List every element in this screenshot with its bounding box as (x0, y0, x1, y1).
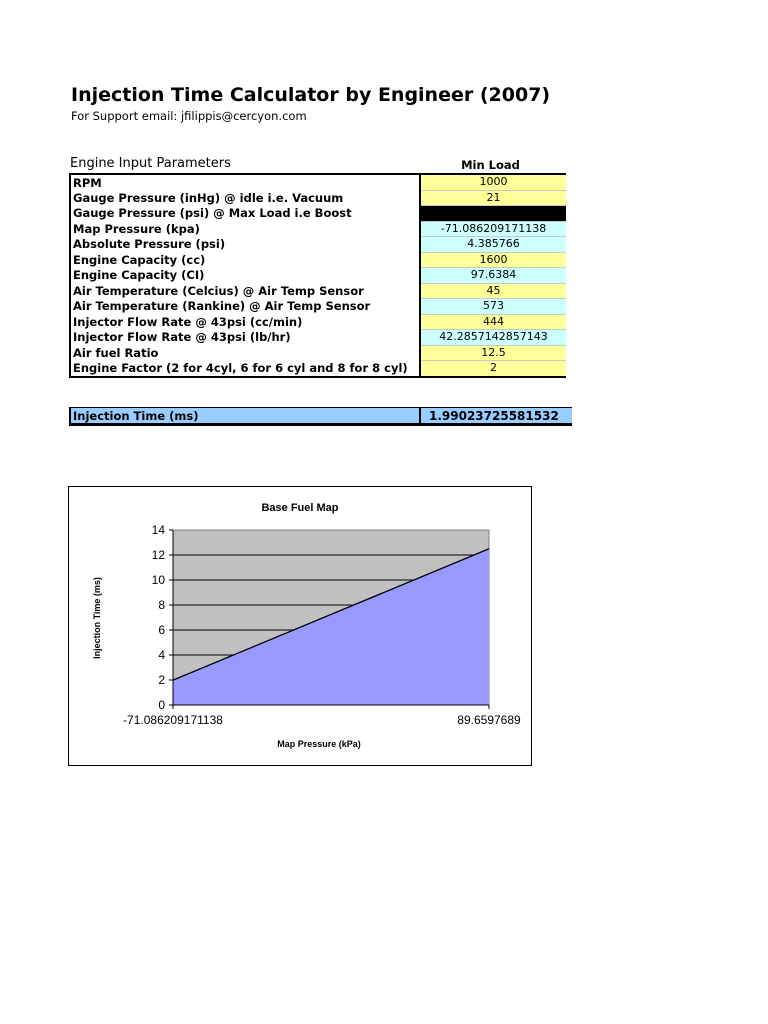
support-email: For Support email: jfilippis@cercyon.com (71, 109, 307, 123)
table-row (70, 299, 566, 315)
page-title: Injection Time Calculator by Engineer (2007) (71, 84, 551, 106)
result-value[interactable]: 1.99023725581532 (420, 408, 572, 425)
table-row (70, 361, 566, 377)
column-header: Min Load (461, 158, 520, 172)
y-tick-label: 6 (158, 623, 165, 637)
parameter-label: RPM (70, 174, 420, 190)
result-label: Injection Time (ms) (70, 408, 420, 425)
x-axis-title: Map Pressure (kPa) (277, 739, 361, 749)
parameter-label: Engine Factor (2 for 4cyl, 6 for 6 cyl and 8 for 8 cyl) (70, 361, 420, 377)
parameter-label: Air fuel Ratio (70, 345, 420, 361)
section-title: Engine Input Parameters (70, 156, 231, 171)
parameter-label: Air Temperature (Celcius) @ Air Temp Sensor (70, 283, 420, 299)
y-tick-label: 12 (151, 548, 165, 562)
parameter-label: Map Pressure (kpa) (70, 221, 420, 237)
chart-title: Base Fuel Map (261, 502, 339, 514)
parameter-label: Gauge Pressure (psi) @ Max Load i.e Boost (70, 206, 420, 222)
parameter-value[interactable]: 1000 (420, 174, 566, 190)
y-tick-label: 4 (158, 648, 165, 662)
parameters-table (69, 173, 566, 378)
y-tick-label: 8 (158, 598, 165, 612)
table-row (70, 221, 566, 237)
parameter-value[interactable]: -71.086209171138 (420, 221, 566, 237)
table-row (70, 252, 566, 268)
parameter-value[interactable]: 444 (420, 314, 566, 330)
table-row (70, 345, 566, 361)
parameter-value[interactable]: 97.6384 (420, 268, 566, 284)
parameter-value[interactable]: 21 (420, 190, 566, 206)
parameter-label: Engine Capacity (cc) (70, 252, 420, 268)
parameter-value[interactable]: 2 (420, 361, 566, 377)
parameter-value[interactable]: 573 (420, 299, 566, 315)
parameter-label: Engine Capacity (CI) (70, 268, 420, 284)
table-row (70, 237, 566, 253)
base-fuel-map-chart (69, 487, 531, 765)
parameter-label: Air Temperature (Rankine) @ Air Temp Sensor (70, 299, 420, 315)
result-table (69, 407, 572, 426)
parameter-value[interactable]: 45 (420, 283, 566, 299)
table-row (70, 268, 566, 284)
parameter-value[interactable]: 4.385766 (420, 237, 566, 253)
parameter-label: Gauge Pressure (inHg) @ idle i.e. Vacuum (70, 190, 420, 206)
y-tick-label: 0 (158, 698, 165, 712)
parameter-value[interactable]: 12.5 (420, 345, 566, 361)
table-row (70, 174, 566, 190)
parameter-label: Absolute Pressure (psi) (70, 237, 420, 253)
y-tick-label: 2 (158, 673, 165, 687)
table-row (70, 283, 566, 299)
parameter-value[interactable] (420, 206, 566, 222)
y-tick-label: 10 (151, 573, 165, 587)
table-row (70, 330, 566, 346)
result-row (70, 408, 572, 425)
x-tick-label: -71.086209171138 (123, 713, 223, 727)
parameter-value[interactable]: 42.2857142857143 (420, 330, 566, 346)
parameter-value[interactable]: 1600 (420, 252, 566, 268)
table-row (70, 190, 566, 206)
y-axis-title: Injection Time (ms) (92, 577, 102, 659)
chart-container[interactable] (68, 486, 532, 766)
parameter-label: Injector Flow Rate @ 43psi (lb/hr) (70, 330, 420, 346)
table-row (70, 206, 566, 222)
parameter-label: Injector Flow Rate @ 43psi (cc/min) (70, 314, 420, 330)
x-tick-label: 89.6597689 (457, 713, 521, 727)
y-tick-label: 14 (151, 523, 165, 537)
table-row (70, 314, 566, 330)
